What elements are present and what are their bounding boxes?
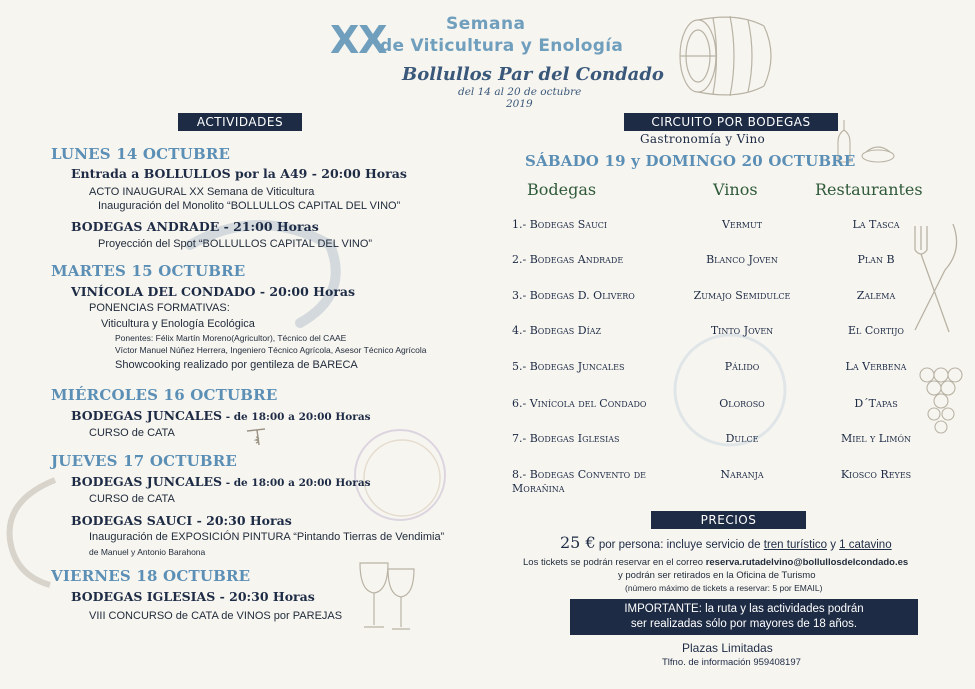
price-text: por persona: incluye servicio de [595, 539, 764, 551]
circuit-banner: CIRCUITO POR BODEGAS [624, 113, 838, 131]
event-time: - de 18:00 a 20:00 Horas [222, 477, 371, 489]
event-detail: Showcooking realizado por gentileza de BARECA [115, 359, 358, 371]
activities-banner: ACTIVIDADES [178, 113, 302, 131]
edition-number: XX [330, 18, 387, 62]
restaurant-name: D´Tapas [854, 397, 898, 410]
wine-name: Pálido [724, 360, 760, 373]
restaurant-name: La Verbena [845, 360, 907, 373]
day-heading: MARTES 15 OCTUBRE [51, 262, 246, 280]
cutlery-icon [905, 220, 965, 340]
tren-turistico: tren turístico [763, 539, 828, 551]
restaurant-name: Plan B [857, 253, 895, 266]
event-year: 2019 [506, 98, 533, 110]
event-title: BODEGAS IGLESIAS - 20:30 Horas [71, 589, 315, 604]
circuit-dates: SÁBADO 19 y DOMINGO 20 OCTUBRE [525, 152, 856, 170]
event-detail: CURSO de CATA [89, 427, 175, 439]
event-detail: de Manuel y Antonio Barahona [89, 547, 206, 557]
bodega-name: 1.- Bodegas Sauci [512, 218, 608, 231]
header-line-1: Semana [446, 14, 526, 34]
wine-name: Oloroso [719, 397, 765, 410]
reservation-email[interactable]: reserva.rutadelvino@bollullosdelcondado.es [705, 557, 909, 568]
bodega-name: 5.- Bodegas Juncales [512, 360, 625, 373]
wine-name: Dulce [725, 432, 759, 445]
wine-name: Naranja [720, 468, 764, 481]
header-line-2: de Viticultura y Enología [380, 36, 624, 56]
event-detail: Viticultura y Enología Ecológica [101, 318, 255, 330]
event-time: - de 18:00 a 20:00 Horas [222, 411, 371, 423]
bodega-name-cont: Moraňina [512, 482, 565, 495]
event-detail: VIII CONCURSO de CATA de VINOS por PAREJAS [89, 610, 343, 622]
event-venue: BODEGAS JUNCALES [71, 474, 223, 489]
limited-places: Plazas Limitadas [682, 641, 773, 655]
event-title: Entrada a BOLLULLOS por la A49 - 20:00 Horas [71, 166, 407, 181]
wine-name: Tinto Joven [710, 324, 774, 337]
barrel-illustration-icon [668, 6, 778, 106]
price-text-and: y [827, 539, 840, 551]
reservation-note [523, 557, 908, 568]
event-title: VINÍCOLA DEL CONDADO - 20:00 Horas [71, 284, 356, 299]
event-title [71, 408, 371, 423]
restaurant-name: La Tasca [852, 218, 900, 231]
day-heading: VIERNES 18 OCTUBRE [51, 567, 251, 585]
restaurant-name: Kiosco Reyes [840, 468, 912, 481]
event-detail: Inauguración de EXPOSICIÓN PINTURA “Pintando Tierras de Vendimia” [89, 531, 445, 543]
column-header-bodegas: Bodegas [527, 180, 597, 199]
restaurant-name: El Cortijo [848, 324, 904, 337]
event-title: BODEGAS SAUCI - 20:30 Horas [71, 513, 292, 528]
event-detail: PONENCIAS FORMATIVAS: [89, 302, 230, 314]
important-line-1: IMPORTANTE: la ruta y las actividades podrán [624, 603, 864, 615]
price-line [560, 533, 892, 553]
important-notice [570, 599, 918, 635]
catavino: 1 catavino [839, 539, 892, 551]
event-detail: Proyección del Spot “BOLLULLOS CAPITAL DEL VINO” [98, 238, 373, 250]
bodega-name: 7.- Bodegas Iglesias [512, 432, 620, 445]
restaurant-name: Zalema [856, 289, 896, 302]
info-phone: Tlfno. de información 959408197 [662, 657, 801, 668]
bodega-name: 8.- Bodegas Convento de [512, 468, 646, 481]
event-detail: Víctor Manuel Núñez Herrera, Ingeniero Técnico Agrícola, Asesor Técnico Agrícola [115, 345, 427, 355]
wine-name: Blanco Joven [706, 253, 778, 266]
day-heading: MIÉRCOLES 16 OCTUBRE [51, 386, 278, 404]
event-detail: Inauguración del Monolito “BOLLULLOS CAPITAL DEL VINO” [98, 200, 401, 212]
circuit-subtitle: Gastronomía y Vino [640, 132, 766, 146]
wine-glasses-icon [352, 555, 422, 635]
column-header-vinos: Vinos [713, 180, 758, 199]
restaurant-name: Miel y Limón [840, 432, 912, 445]
event-title [71, 474, 371, 489]
column-header-restaurantes: Restaurantes [815, 180, 923, 199]
town-name: Bollullos Par del Condado [402, 64, 664, 85]
ticket-limit-note: (número máximo de tickets a reservar: 5 por EMAIL) [625, 583, 823, 593]
pickup-note: y podrán ser retirados en la Oficina de Turismo [618, 570, 816, 581]
day-heading: JUEVES 17 OCTUBRE [51, 452, 238, 470]
event-venue: BODEGAS JUNCALES [71, 408, 223, 423]
day-heading: LUNES 14 OCTUBRE [51, 145, 231, 163]
important-line-2: ser realizadas sólo por mayores de 18 años. [630, 618, 858, 630]
price-amount: 25 € [560, 533, 596, 552]
bodega-name: 4.- Bodegas Díaz [512, 324, 602, 337]
event-dates: del 14 al 20 de octubre [458, 86, 582, 98]
corkscrew-icon [245, 425, 275, 451]
reservation-text: Los tickets se podrán reservar en el correo [523, 557, 706, 568]
bodega-name: 3.- Bodegas D. Olivero [512, 289, 635, 302]
event-detail: ACTO INAUGURAL XX Semana de Viticultura [89, 186, 315, 198]
event-detail: CURSO de CATA [89, 493, 175, 505]
bodega-name: 2.- Bodegas Andrade [512, 253, 624, 266]
event-detail: Ponentes: Félix Martín Moreno(Agricultor), Técnico del CAAE [115, 333, 347, 343]
wine-name: Vermut [721, 218, 763, 231]
event-title: BODEGAS ANDRADE - 21:00 Horas [71, 219, 319, 234]
prices-banner: PRECIOS [651, 511, 806, 529]
wine-name: Zumajo Semidulce [693, 289, 791, 302]
bodega-name: 6.- Vinícola del Condado [512, 397, 647, 410]
